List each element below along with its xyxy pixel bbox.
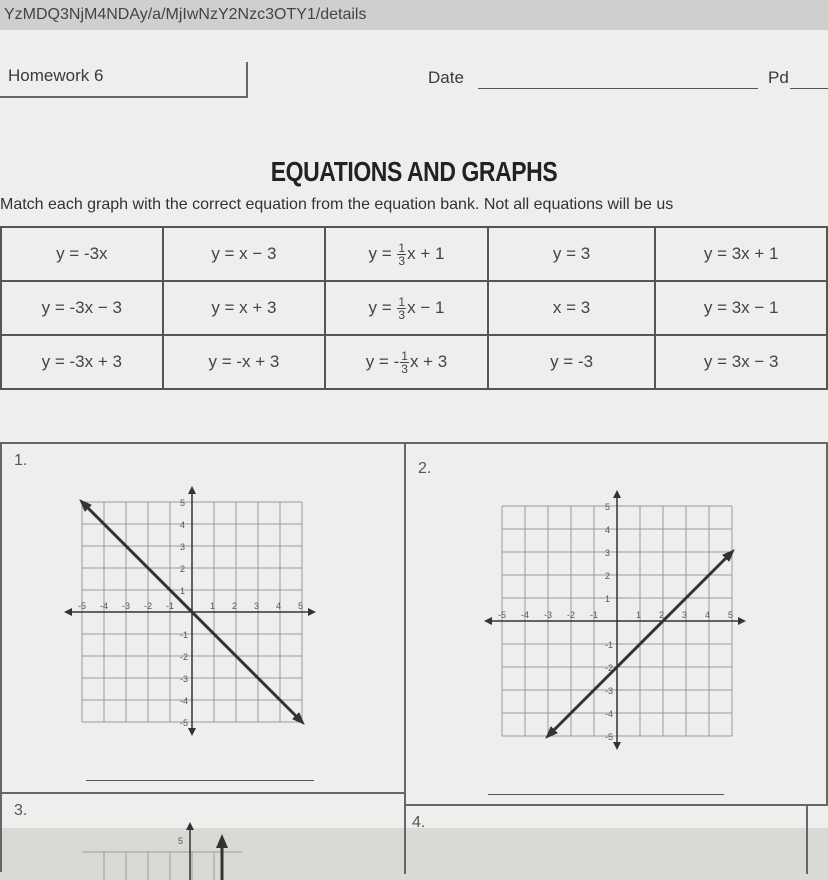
x-tick-label: 4 [276, 601, 282, 611]
x-tick-label: -1 [590, 610, 599, 620]
equation-cell [655, 281, 827, 335]
address-bar[interactable] [0, 0, 828, 30]
equation-text: y = -3x + 3 [41, 352, 122, 371]
y-tick-label: 5 [180, 498, 186, 508]
x-tick-label: 4 [705, 610, 711, 620]
equation-cell [655, 335, 827, 389]
problem-panel-2 [404, 442, 828, 806]
x-tick-label: -4 [100, 601, 109, 611]
denominator: 3 [398, 307, 406, 322]
problem-panel-1 [0, 442, 406, 794]
y-tick-label: 4 [605, 525, 611, 535]
equation-row [1, 281, 827, 335]
equation-cell [325, 281, 488, 335]
x-tick-label: -2 [144, 601, 153, 611]
pd-label: Pd [768, 68, 789, 87]
equation-cell [488, 335, 656, 389]
url-text: YzMDQ3NjM4NDAy/a/MjIwNzY2Nzc3OTY1/details [4, 6, 367, 23]
y-tick-label: -5 [180, 718, 189, 728]
equation-cell [488, 227, 656, 281]
equation-text: x + 3 [409, 351, 448, 371]
equation-cell [163, 335, 326, 389]
equation-cell [1, 335, 163, 389]
numerator: 1 [401, 348, 408, 363]
y-tick-label: 3 [605, 548, 611, 558]
x-tick-label: 5 [298, 601, 304, 611]
graph-3-partial [82, 820, 242, 880]
equation-text: y = -3x [56, 244, 108, 263]
equation-text: y = -x + 3 [208, 352, 280, 371]
x-tick-label: -2 [567, 610, 576, 620]
equation-text: y = -3x − 3 [41, 298, 122, 317]
equation-text: y = 3 [552, 244, 591, 263]
equation-cell [488, 281, 656, 335]
x-tick-label: -1 [166, 601, 175, 611]
y-tick-label: -2 [180, 652, 189, 662]
equation-text: y = 3x − 3 [703, 352, 779, 371]
y-tick-label: 4 [180, 520, 186, 530]
fraction [397, 296, 406, 321]
y-tick-label: 5 [605, 502, 611, 512]
equation-text: y = -3 [550, 352, 594, 371]
equation-bank [0, 226, 828, 390]
y-tick-label: -2 [605, 663, 614, 673]
pd-line [790, 88, 828, 89]
problem-panel-3 [0, 792, 406, 872]
y-tick-label: 2 [605, 571, 611, 581]
y-tick-label: -5 [605, 732, 614, 742]
answer-line-2[interactable] [488, 794, 724, 795]
y-tick-label: -3 [180, 674, 189, 684]
y-tick-label: -1 [180, 630, 189, 640]
equation-text: y = [368, 243, 397, 263]
svg-text:5: 5 [178, 836, 184, 846]
equation-cell [1, 281, 163, 335]
equation-text: y = [368, 297, 397, 317]
x-tick-label: 5 [728, 610, 734, 620]
instructions: Match each graph with the correct equation from the equation bank. Not all equations will be us [0, 196, 674, 213]
graph-panels [0, 442, 828, 858]
equation-text: y = - [365, 351, 400, 371]
x-tick-label: -3 [544, 610, 553, 620]
equation-cell [163, 227, 326, 281]
y-tick-label: 1 [180, 586, 186, 596]
problem-number-3: 3. [14, 802, 28, 819]
numerator: 1 [398, 240, 406, 255]
equation-row [1, 335, 827, 389]
equation-text: y = 3x + 1 [703, 244, 779, 263]
y-tick-label: -4 [180, 696, 189, 706]
answer-line-1[interactable] [86, 780, 314, 781]
denominator: 3 [401, 361, 408, 376]
x-tick-label: 3 [254, 601, 260, 611]
homework-label: Homework 6 [8, 66, 104, 85]
fraction [400, 350, 409, 375]
page-title: EQUATIONS AND GRAPHS [270, 156, 558, 187]
problem-number-2: 2. [418, 460, 432, 477]
y-tick-label: -3 [605, 686, 614, 696]
y-tick-label: 3 [180, 542, 186, 552]
x-tick-label: 1 [210, 601, 216, 611]
problem-number-1: 1. [14, 452, 28, 469]
equation-text: x + 1 [407, 243, 445, 263]
equation-cell [325, 227, 488, 281]
equation-text: y = x − 3 [211, 244, 277, 263]
x-tick-label: 1 [636, 610, 642, 620]
date-line [478, 88, 758, 89]
equation-cell [325, 335, 488, 389]
y-tick-label: 2 [180, 564, 186, 574]
x-tick-label: 2 [232, 601, 238, 611]
x-tick-label: -4 [521, 610, 530, 620]
fraction [397, 242, 406, 267]
equation-row [1, 227, 827, 281]
equation-text: x − 1 [407, 297, 445, 317]
equation-cell [655, 227, 827, 281]
y-tick-label: -1 [605, 640, 614, 650]
equation-text: x = 3 [552, 298, 591, 317]
x-tick-label: 3 [682, 610, 688, 620]
problem-number-4: 4. [412, 814, 426, 831]
date-label: Date [428, 68, 464, 87]
denominator: 3 [398, 253, 406, 268]
x-tick-label: -5 [498, 610, 507, 620]
graph-1 [62, 482, 322, 742]
numerator: 1 [398, 294, 406, 309]
graph-2 [482, 486, 752, 756]
equation-text: y = 3x − 1 [703, 298, 779, 317]
x-tick-label: -3 [122, 601, 131, 611]
problem-panel-4 [404, 804, 808, 874]
x-tick-label: -5 [78, 601, 87, 611]
worksheet [0, 30, 828, 846]
homework-box [0, 62, 248, 98]
y-tick-label: -4 [605, 709, 614, 719]
equation-text: y = x + 3 [211, 298, 277, 317]
equation-cell [1, 227, 163, 281]
equation-cell [163, 281, 326, 335]
y-tick-label: 1 [605, 594, 611, 604]
x-tick-label: 2 [659, 610, 665, 620]
